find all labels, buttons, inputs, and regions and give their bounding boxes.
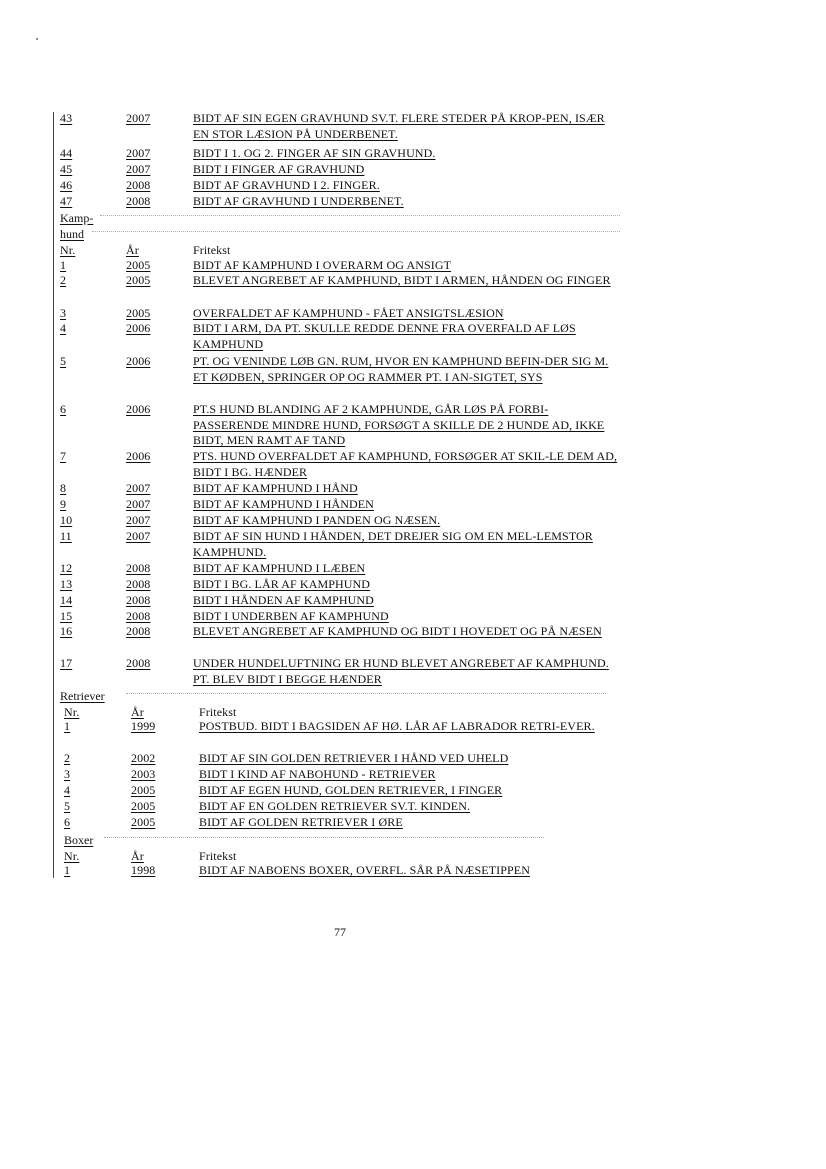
- row-year: 2008: [126, 609, 151, 623]
- row-year: 2008: [126, 656, 151, 670]
- header-text: Fritekst: [199, 705, 237, 719]
- row-nr: 4: [60, 321, 67, 335]
- row-text: BIDT AF KAMPHUND I OVERARM OG ANSIGT: [193, 258, 452, 272]
- row-text: BIDT I ARM, DA PT. SKULLE REDDE DENNE FRA OVERFALD AF LØS KAMPHUND: [193, 321, 576, 351]
- row-year: 2007: [126, 481, 151, 495]
- row-nr: 8: [60, 481, 67, 495]
- row-nr: 2: [60, 273, 67, 287]
- row-text: BIDT AF NABOENS BOXER, OVERFL. SÅR PÅ NÆSETIPPEN: [199, 863, 530, 877]
- row-text: BIDT AF EN GOLDEN RETRIEVER SV.T. KINDEN.: [199, 799, 471, 813]
- row-nr: 9: [60, 497, 67, 511]
- row-year: 2005: [131, 799, 156, 813]
- section-title-kamphund-line2: hund: [60, 227, 84, 241]
- row-year: 2008: [126, 624, 151, 638]
- row-text: BIDT I HÅNDEN AF KAMPHUND: [193, 593, 374, 607]
- scan-speck: [36, 38, 38, 40]
- row-text: BIDT AF KAMPHUND I HÅNDEN: [193, 497, 374, 511]
- dotted-rule: [92, 231, 620, 238]
- header-nr: Nr.: [60, 243, 76, 257]
- row-text: PT. OG VENINDE LØB GN. RUM, HVOR EN KAMPHUND BEFIN-DER SIG M. ET KØDBEN, SPRINGER OP OG RAMMER PT. I AN-SIGTET, SYS: [193, 354, 609, 384]
- row-year: 2008: [126, 194, 151, 208]
- row-nr: 6: [64, 815, 71, 829]
- row-nr: 10: [60, 513, 73, 527]
- header-text: Fritekst: [193, 243, 231, 257]
- row-nr: 7: [60, 449, 67, 463]
- row-text: BIDT AF SIN EGEN GRAVHUND SV.T. FLERE STEDER PÅ KROP-PEN, ISÆR EN STOR LÆSION PÅ UNDERBENET.: [193, 111, 605, 141]
- row-nr: 5: [64, 799, 71, 813]
- header-year: År: [131, 849, 144, 863]
- row-text: BIDT I UNDERBEN AF KAMPHUND: [193, 609, 389, 623]
- row-nr: 13: [60, 577, 73, 591]
- row-nr: 5: [60, 354, 67, 368]
- header-year: År: [131, 705, 144, 719]
- row-nr: 44: [60, 146, 73, 160]
- row-nr: 43: [60, 111, 73, 125]
- row-text: BIDT AF KAMPHUND I PANDEN OG NÆSEN.: [193, 513, 441, 527]
- row-text: OVERFALDET AF KAMPHUND - FÅET ANSIGTSLÆSION: [193, 306, 504, 320]
- row-nr: 11: [60, 529, 72, 543]
- row-text: BIDT I KIND AF NABOHUND - RETRIEVER: [199, 767, 436, 781]
- row-nr: 16: [60, 624, 73, 638]
- row-text: POSTBUD. BIDT I BAGSIDEN AF HØ. LÅR AF LABRADOR RETRI-EVER.: [199, 719, 595, 733]
- row-nr: 4: [64, 783, 71, 797]
- row-year: 2007: [126, 146, 151, 160]
- row-text: BLEVET ANGREBET AF KAMPHUND OG BIDT I HOVEDET OG PÅ NÆSEN: [193, 624, 602, 638]
- row-year: 2003: [131, 767, 156, 781]
- row-text: BIDT AF SIN HUND I HÅNDEN, DET DREJER SIG OM EN MEL-LEMSTOR KAMPHUND.: [193, 529, 593, 559]
- row-text: BIDT I FINGER AF GRAVHUND: [193, 162, 365, 176]
- row-text: BLEVET ANGREBET AF KAMPHUND, BIDT I ARMEN, HÅNDEN OG FINGER: [193, 273, 611, 287]
- dotted-rule: [100, 215, 620, 222]
- row-year: 2007: [126, 529, 151, 543]
- row-text: UNDER HUNDELUFTNING ER HUND BLEVET ANGREBET AF KAMPHUND. PT. BLEV BIDT I BEGGE HÆNDER: [193, 656, 609, 686]
- header-nr: Nr.: [64, 705, 80, 719]
- row-text: BIDT AF GRAVHUND I 2. FINGER.: [193, 178, 380, 192]
- row-text: BIDT AF KAMPHUND I HÅND: [193, 481, 358, 495]
- row-nr: 17: [60, 656, 73, 670]
- row-text: BIDT AF GOLDEN RETRIEVER I ØRE: [199, 815, 403, 829]
- row-year: 2006: [126, 354, 151, 368]
- dotted-rule: [126, 693, 606, 700]
- row-year: 1998: [131, 863, 156, 877]
- row-nr: 3: [64, 767, 71, 781]
- row-nr: 46: [60, 178, 73, 192]
- row-text: BIDT AF GRAVHUND I UNDERBENET.: [193, 194, 404, 208]
- row-nr: 1: [60, 258, 67, 272]
- section-title-retriever: Retriever: [60, 689, 105, 703]
- row-nr: 1: [64, 863, 71, 877]
- page-number: 77: [334, 925, 346, 939]
- row-year: 2008: [126, 593, 151, 607]
- row-year: 2006: [126, 402, 151, 416]
- row-year: 2005: [126, 273, 151, 287]
- row-nr: 14: [60, 593, 73, 607]
- row-nr: 45: [60, 162, 73, 176]
- row-nr: 1: [64, 719, 71, 733]
- row-text: BIDT I 1. OG 2. FINGER AF SIN GRAVHUND.: [193, 146, 436, 160]
- row-year: 2005: [126, 306, 151, 320]
- header-nr: Nr.: [64, 849, 80, 863]
- row-nr: 3: [60, 306, 67, 320]
- row-year: 2007: [126, 111, 151, 125]
- row-year: 2006: [126, 449, 151, 463]
- row-nr: 6: [60, 402, 67, 416]
- row-year: 2006: [126, 321, 151, 335]
- header-text: Fritekst: [199, 849, 237, 863]
- table-left-border: [53, 112, 54, 878]
- section-title-kamphund-line1: Kamp-: [60, 211, 94, 225]
- dotted-rule: [104, 837, 544, 844]
- row-year: 2007: [126, 513, 151, 527]
- row-year: 2005: [126, 258, 151, 272]
- row-nr: 47: [60, 194, 73, 208]
- row-year: 2002: [131, 751, 156, 765]
- row-text: PTS. HUND OVERFALDET AF KAMPHUND, FORSØGER AT SKIL-LE DEM AD, BIDT I BG. HÆNDER: [193, 449, 618, 479]
- row-text: BIDT AF EGEN HUND, GOLDEN RETRIEVER, I FINGER: [199, 783, 503, 797]
- section-title-boxer: Boxer: [64, 833, 94, 847]
- row-year: 2005: [131, 815, 156, 829]
- row-year: 2008: [126, 178, 151, 192]
- row-year: 2005: [131, 783, 156, 797]
- row-text: PT.S HUND BLANDING AF 2 KAMPHUNDE, GÅR LØS PÅ FORBI-PASSERENDE MINDRE HUND, FORSØGT A SKILLE DE 2 HUNDE AD, IKKE BIDT, MEN RAMT AF TAND: [193, 402, 605, 447]
- row-text: BIDT I BG. LÅR AF KAMPHUND: [193, 577, 371, 591]
- header-year: År: [126, 243, 139, 257]
- row-year: 1999: [131, 719, 156, 733]
- row-text: BIDT AF KAMPHUND I LÆBEN: [193, 561, 366, 575]
- row-year: 2008: [126, 577, 151, 591]
- row-nr: 2: [64, 751, 71, 765]
- row-year: 2007: [126, 497, 151, 511]
- row-year: 2008: [126, 561, 151, 575]
- row-nr: 15: [60, 609, 73, 623]
- row-year: 2007: [126, 162, 151, 176]
- row-nr: 12: [60, 561, 73, 575]
- row-text: BIDT AF SIN GOLDEN RETRIEVER I HÅND VED UHELD: [199, 751, 509, 765]
